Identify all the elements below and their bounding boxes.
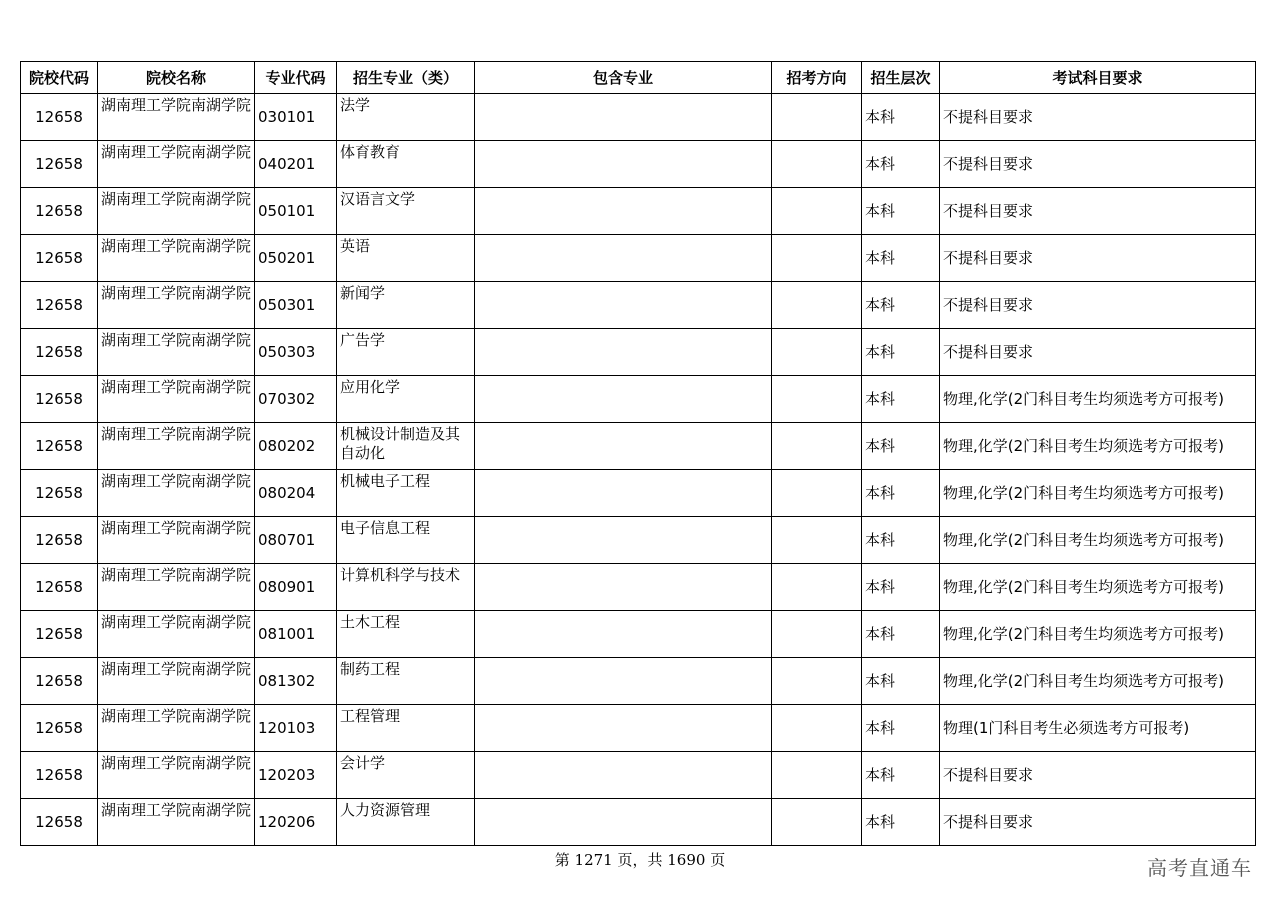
table-row (21, 752, 1256, 799)
header-level: 招生层次 (862, 62, 940, 94)
school-code-cell: 12658 (21, 564, 98, 611)
school-code-cell: 12658 (21, 376, 98, 423)
level-cell: 本科 (862, 517, 940, 564)
included-majors-cell (475, 94, 772, 141)
included-majors-cell (475, 658, 772, 705)
direction-cell (772, 517, 862, 564)
subject-requirements-cell: 物理,化学(2门科目考生均须选考方可报考) (940, 517, 1256, 564)
header-major: 招生专业（类） (337, 62, 475, 94)
table-row (21, 658, 1256, 705)
school-name-cell: 湖南理工学院南湖学院 (98, 94, 255, 141)
major-cell: 机械设计制造及其自动化 (337, 423, 475, 470)
header-direction: 招考方向 (772, 62, 862, 94)
subject-requirements-cell: 物理,化学(2门科目考生均须选考方可报考) (940, 611, 1256, 658)
school-name-cell: 湖南理工学院南湖学院 (98, 376, 255, 423)
subject-requirements-cell: 不提科目要求 (940, 282, 1256, 329)
header-school-code: 院校代码 (21, 62, 98, 94)
major-code-cell: 050301 (255, 282, 337, 329)
major-cell: 计算机科学与技术 (337, 564, 475, 611)
direction-cell (772, 564, 862, 611)
direction-cell (772, 376, 862, 423)
direction-cell (772, 470, 862, 517)
direction-cell (772, 329, 862, 376)
table-row (21, 517, 1256, 564)
level-cell: 本科 (862, 564, 940, 611)
included-majors-cell (475, 564, 772, 611)
level-cell: 本科 (862, 705, 940, 752)
major-cell: 制药工程 (337, 658, 475, 705)
major-cell: 应用化学 (337, 376, 475, 423)
table-row (21, 564, 1256, 611)
school-name-cell: 湖南理工学院南湖学院 (98, 658, 255, 705)
school-name-cell: 湖南理工学院南湖学院 (98, 329, 255, 376)
direction-cell (772, 94, 862, 141)
school-name-cell: 湖南理工学院南湖学院 (98, 611, 255, 658)
table-row (21, 282, 1256, 329)
school-code-cell: 12658 (21, 799, 98, 846)
subject-requirements-cell: 不提科目要求 (940, 799, 1256, 846)
school-code-cell: 12658 (21, 141, 98, 188)
direction-cell (772, 282, 862, 329)
included-majors-cell (475, 705, 772, 752)
level-cell: 本科 (862, 752, 940, 799)
major-code-cell: 080202 (255, 423, 337, 470)
school-name-cell: 湖南理工学院南湖学院 (98, 282, 255, 329)
direction-cell (772, 141, 862, 188)
included-majors-cell (475, 423, 772, 470)
major-code-cell: 080701 (255, 517, 337, 564)
school-code-cell: 12658 (21, 423, 98, 470)
level-cell: 本科 (862, 470, 940, 517)
level-cell: 本科 (862, 376, 940, 423)
school-name-cell: 湖南理工学院南湖学院 (98, 752, 255, 799)
major-cell: 广告学 (337, 329, 475, 376)
table-row (21, 94, 1256, 141)
table-row (21, 611, 1256, 658)
major-code-cell: 120206 (255, 799, 337, 846)
subject-requirements-cell: 不提科目要求 (940, 329, 1256, 376)
subject-requirements-cell: 物理,化学(2门科目考生均须选考方可报考) (940, 423, 1256, 470)
header-subject-requirements: 考试科目要求 (940, 62, 1256, 94)
major-cell: 人力资源管理 (337, 799, 475, 846)
major-cell: 法学 (337, 94, 475, 141)
included-majors-cell (475, 799, 772, 846)
table-body (21, 94, 1256, 846)
level-cell: 本科 (862, 282, 940, 329)
level-cell: 本科 (862, 799, 940, 846)
school-code-cell: 12658 (21, 658, 98, 705)
included-majors-cell (475, 188, 772, 235)
admission-table (20, 61, 1256, 846)
included-majors-cell (475, 141, 772, 188)
major-code-cell: 081001 (255, 611, 337, 658)
major-cell: 会计学 (337, 752, 475, 799)
level-cell: 本科 (862, 188, 940, 235)
school-code-cell: 12658 (21, 188, 98, 235)
included-majors-cell (475, 235, 772, 282)
direction-cell (772, 752, 862, 799)
school-name-cell: 湖南理工学院南湖学院 (98, 799, 255, 846)
included-majors-cell (475, 517, 772, 564)
school-name-cell: 湖南理工学院南湖学院 (98, 705, 255, 752)
table-row (21, 141, 1256, 188)
header-major-code: 专业代码 (255, 62, 337, 94)
direction-cell (772, 235, 862, 282)
major-code-cell: 030101 (255, 94, 337, 141)
header-school-name: 院校名称 (98, 62, 255, 94)
school-name-cell: 湖南理工学院南湖学院 (98, 141, 255, 188)
major-cell: 英语 (337, 235, 475, 282)
included-majors-cell (475, 282, 772, 329)
table-row (21, 799, 1256, 846)
watermark: 高考直通车 (1147, 856, 1252, 880)
subject-requirements-cell: 物理,化学(2门科目考生均须选考方可报考) (940, 376, 1256, 423)
major-code-cell: 050101 (255, 188, 337, 235)
school-code-cell: 12658 (21, 705, 98, 752)
table-row (21, 235, 1256, 282)
subject-requirements-cell: 物理,化学(2门科目考生均须选考方可报考) (940, 658, 1256, 705)
level-cell: 本科 (862, 611, 940, 658)
header-row (21, 62, 1256, 94)
major-code-cell: 070302 (255, 376, 337, 423)
subject-requirements-cell: 物理(1门科目考生必须选考方可报考) (940, 705, 1256, 752)
major-cell: 土木工程 (337, 611, 475, 658)
level-cell: 本科 (862, 235, 940, 282)
included-majors-cell (475, 470, 772, 517)
school-code-cell: 12658 (21, 94, 98, 141)
school-code-cell: 12658 (21, 470, 98, 517)
subject-requirements-cell: 物理,化学(2门科目考生均须选考方可报考) (940, 564, 1256, 611)
major-code-cell: 080204 (255, 470, 337, 517)
subject-requirements-cell: 物理,化学(2门科目考生均须选考方可报考) (940, 470, 1256, 517)
subject-requirements-cell: 不提科目要求 (940, 188, 1256, 235)
included-majors-cell (475, 329, 772, 376)
level-cell: 本科 (862, 94, 940, 141)
major-code-cell: 040201 (255, 141, 337, 188)
included-majors-cell (475, 611, 772, 658)
level-cell: 本科 (862, 329, 940, 376)
table-row (21, 376, 1256, 423)
major-cell: 机械电子工程 (337, 470, 475, 517)
major-cell: 汉语言文学 (337, 188, 475, 235)
school-name-cell: 湖南理工学院南湖学院 (98, 470, 255, 517)
table-row (21, 188, 1256, 235)
school-name-cell: 湖南理工学院南湖学院 (98, 235, 255, 282)
level-cell: 本科 (862, 141, 940, 188)
school-code-cell: 12658 (21, 517, 98, 564)
school-name-cell: 湖南理工学院南湖学院 (98, 564, 255, 611)
table-row (21, 705, 1256, 752)
school-code-cell: 12658 (21, 329, 98, 376)
subject-requirements-cell: 不提科目要求 (940, 94, 1256, 141)
table-row (21, 423, 1256, 470)
major-cell: 新闻学 (337, 282, 475, 329)
major-code-cell: 050201 (255, 235, 337, 282)
school-name-cell: 湖南理工学院南湖学院 (98, 423, 255, 470)
major-code-cell: 080901 (255, 564, 337, 611)
direction-cell (772, 423, 862, 470)
direction-cell (772, 705, 862, 752)
school-code-cell: 12658 (21, 611, 98, 658)
subject-requirements-cell: 不提科目要求 (940, 235, 1256, 282)
major-code-cell: 081302 (255, 658, 337, 705)
major-code-cell: 050303 (255, 329, 337, 376)
subject-requirements-cell: 不提科目要求 (940, 752, 1256, 799)
direction-cell (772, 188, 862, 235)
school-name-cell: 湖南理工学院南湖学院 (98, 517, 255, 564)
direction-cell (772, 611, 862, 658)
school-code-cell: 12658 (21, 235, 98, 282)
table-row (21, 470, 1256, 517)
major-code-cell: 120103 (255, 705, 337, 752)
level-cell: 本科 (862, 423, 940, 470)
direction-cell (772, 658, 862, 705)
major-cell: 体育教育 (337, 141, 475, 188)
included-majors-cell (475, 376, 772, 423)
level-cell: 本科 (862, 658, 940, 705)
page-number: 第 1271 页，共 1690 页 (554, 851, 726, 869)
school-code-cell: 12658 (21, 752, 98, 799)
school-name-cell: 湖南理工学院南湖学院 (98, 188, 255, 235)
major-cell: 工程管理 (337, 705, 475, 752)
school-code-cell: 12658 (21, 282, 98, 329)
major-cell: 电子信息工程 (337, 517, 475, 564)
header-included-majors: 包含专业 (475, 62, 772, 94)
table-row (21, 329, 1256, 376)
included-majors-cell (475, 752, 772, 799)
major-code-cell: 120203 (255, 752, 337, 799)
subject-requirements-cell: 不提科目要求 (940, 141, 1256, 188)
direction-cell (772, 799, 862, 846)
